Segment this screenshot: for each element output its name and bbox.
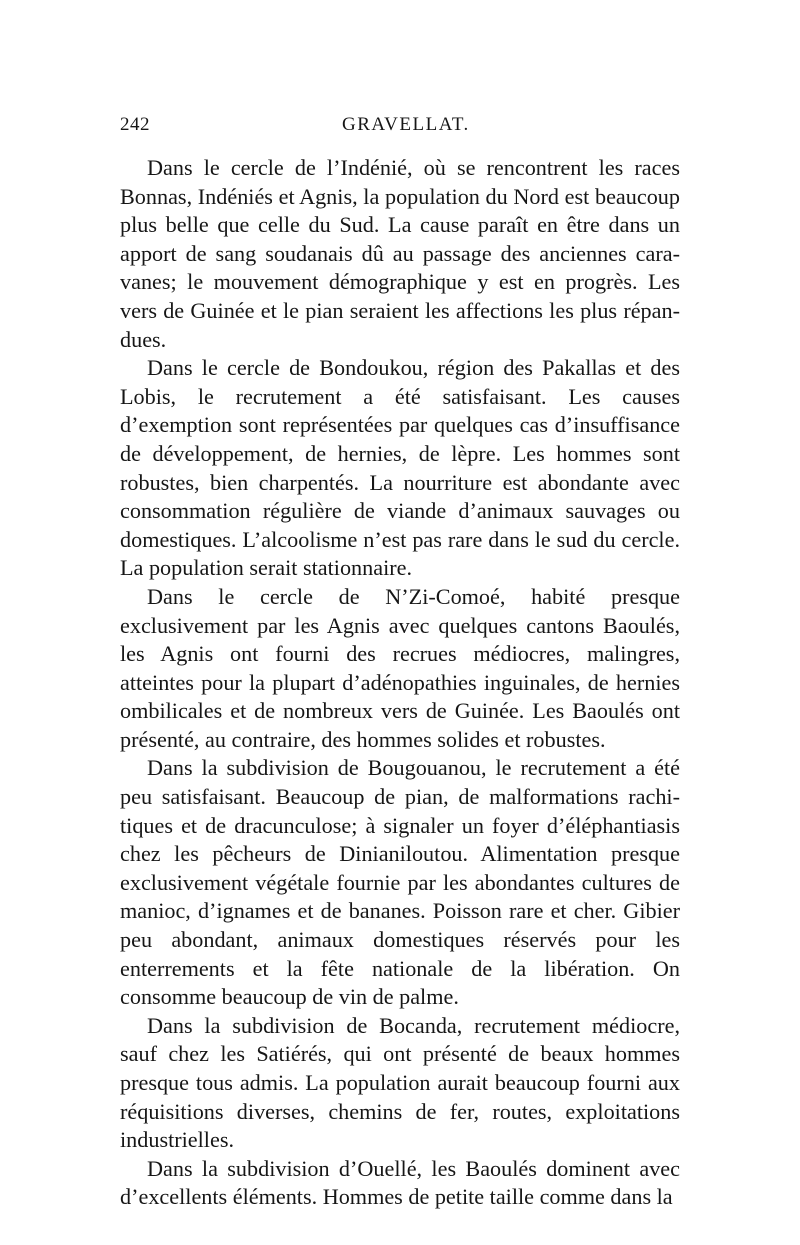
paragraph-bougouanou: Dans la subdivision de Bougouanou, le recrutement a été peu satisfaisant. Beaucoup de pian, de malformations rachitiques et de dracunculose; à signaler un foyer d’éléphantiasis chez les pêcheurs de Dinianiloutou. Alimentation presque exclusivement végétale fournie par les abondantes cultures de manioc, d’ignames et de bananes. Poisson rare et cher. Gibier peu abondant, animaux domestiques réservés pour les enterrements et la fête nationale de la libération. On consomme beaucoup de vin de palme.: [120, 755, 680, 1010]
paragraph-nzi-comoe: Dans le cercle de N’Zi-Comoé, habité presque exclusivement par les Agnis avec quelques cantons Baoulés, les Agnis ont fourni des recrues médiocres, malingres, atteintes pour la plupart d’adénopathies inguinales, de hernies ombilicales et de nombreux vers de Guinée. Les Baoulés ont présenté, au contraire, des hommes solides et robustes.: [120, 583, 680, 752]
paragraph-ouelle: Dans la subdivision d’Ouellé, les Baoulés dominent avec d’excellents éléments. Hommes de petite taille comme dans la: [120, 1155, 680, 1210]
page-number: 242: [120, 114, 150, 135]
running-title: GRAVELLAT.: [342, 114, 470, 135]
body-text: [120, 154, 680, 1212]
paragraph-bocanda: Dans la subdivision de Bocanda, recrutement médiocre, sauf chez les Satiérés, qui ont présenté de beaux hommes presque tous admis. La population aurait beaucoup fourni aux réquisitions diverses, chemins de fer, routes, exploitations industrielles.: [120, 1012, 680, 1153]
running-head: [120, 100, 680, 140]
paragraph-indenie: Dans le cercle de l’Indénié, où se rencontrent les races Bonnas, Indéniés et Agnis, la population du Nord est beaucoup plus belle que celle du Sud. La cause paraît en être dans un apport de sang soudanais dû au passage des anciennes caravanes; le mouvement démographique y est en progrès. Les vers de Guinée et le pian seraient les affections les plus répandues.: [120, 155, 680, 352]
paragraph-bondoukou: Dans le cercle de Bondoukou, région des Pakallas et des Lobis, le recrutement a été satisfaisant. Les causes d’exemption sont représentées par quelques cas d’insuffisance de développement, de hernies, de lèpre. Les hommes sont robustes, bien charpentés. La nourriture est abondante avec consommation régulière de viande d’animaux sauvages ou domestiques. L’alcoolisme n’est pas rare dans le sud du cercle. La population serait stationnaire.: [120, 355, 680, 581]
book-page: [120, 100, 680, 1210]
